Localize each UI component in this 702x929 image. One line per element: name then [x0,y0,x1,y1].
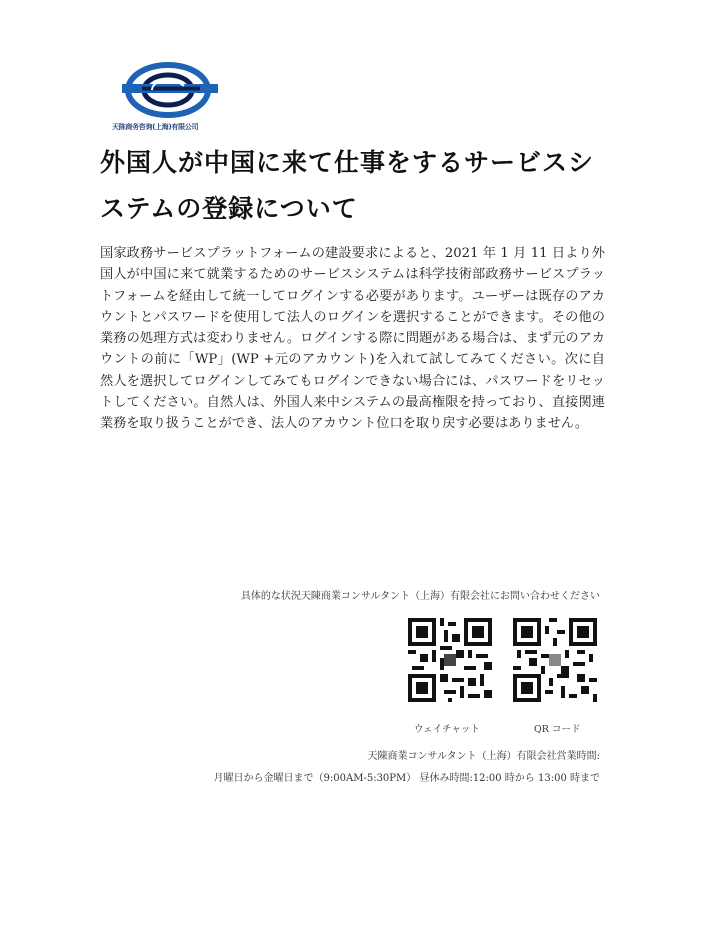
business-hours-title: 天陳商業コンサルタント（上海）有限会社営業時間: [367,751,600,762]
business-hours: 月曜日から金曜日まで（9:00AM-5:30PM） 昼休み時間:12:00 時から 13:00 時まで [213,773,600,784]
wechat-qr-code [408,618,492,702]
qr-code-label: QR コード [534,724,581,735]
logo-company-name: 天陈商务咨询(上海)有限公司 [112,123,199,131]
wechat-label: ウェイチャット [414,724,480,735]
notice-body: 国家政務サービスプラットフォームの建設要求によると、2021 年 1 月 11 日より外国人が中国に来て就業するためのサービスシステムは科学技術部政務サービスプラットフォームを経由して統一してログインする必要があります。ユーザーは既存のアカウントとパスワードを使用して法人のログインを選択することができます。その他の業務の処理方式は変わりません。ログインする際に問題がある場合は、まず元のアカウントの前に「WP」(WP +元のアカウント)を入れて試してみてください。次に自然人を選択してログインしてみてもログインできない場合には、パスワードをリセットしてください。自然人は、外国人来中システムの最高権限を持っており、直接関連業務を取り扱うことができ、法人のアカウント位口を取り戻す必要はありません。 [100,246,605,432]
company-logo [112,58,230,136]
qr-code [513,618,597,702]
company-logo-mark [112,58,230,122]
wechat-qr-icon [408,618,492,702]
qr-code-icon [513,618,597,702]
page-title: 外国人が中国に来て仕事をするサービスシステムの登録について [100,148,595,223]
contact-line: 具体的な状況天陳商業コンサルタント（上海）有限会社にお問い合わせください [240,591,600,602]
